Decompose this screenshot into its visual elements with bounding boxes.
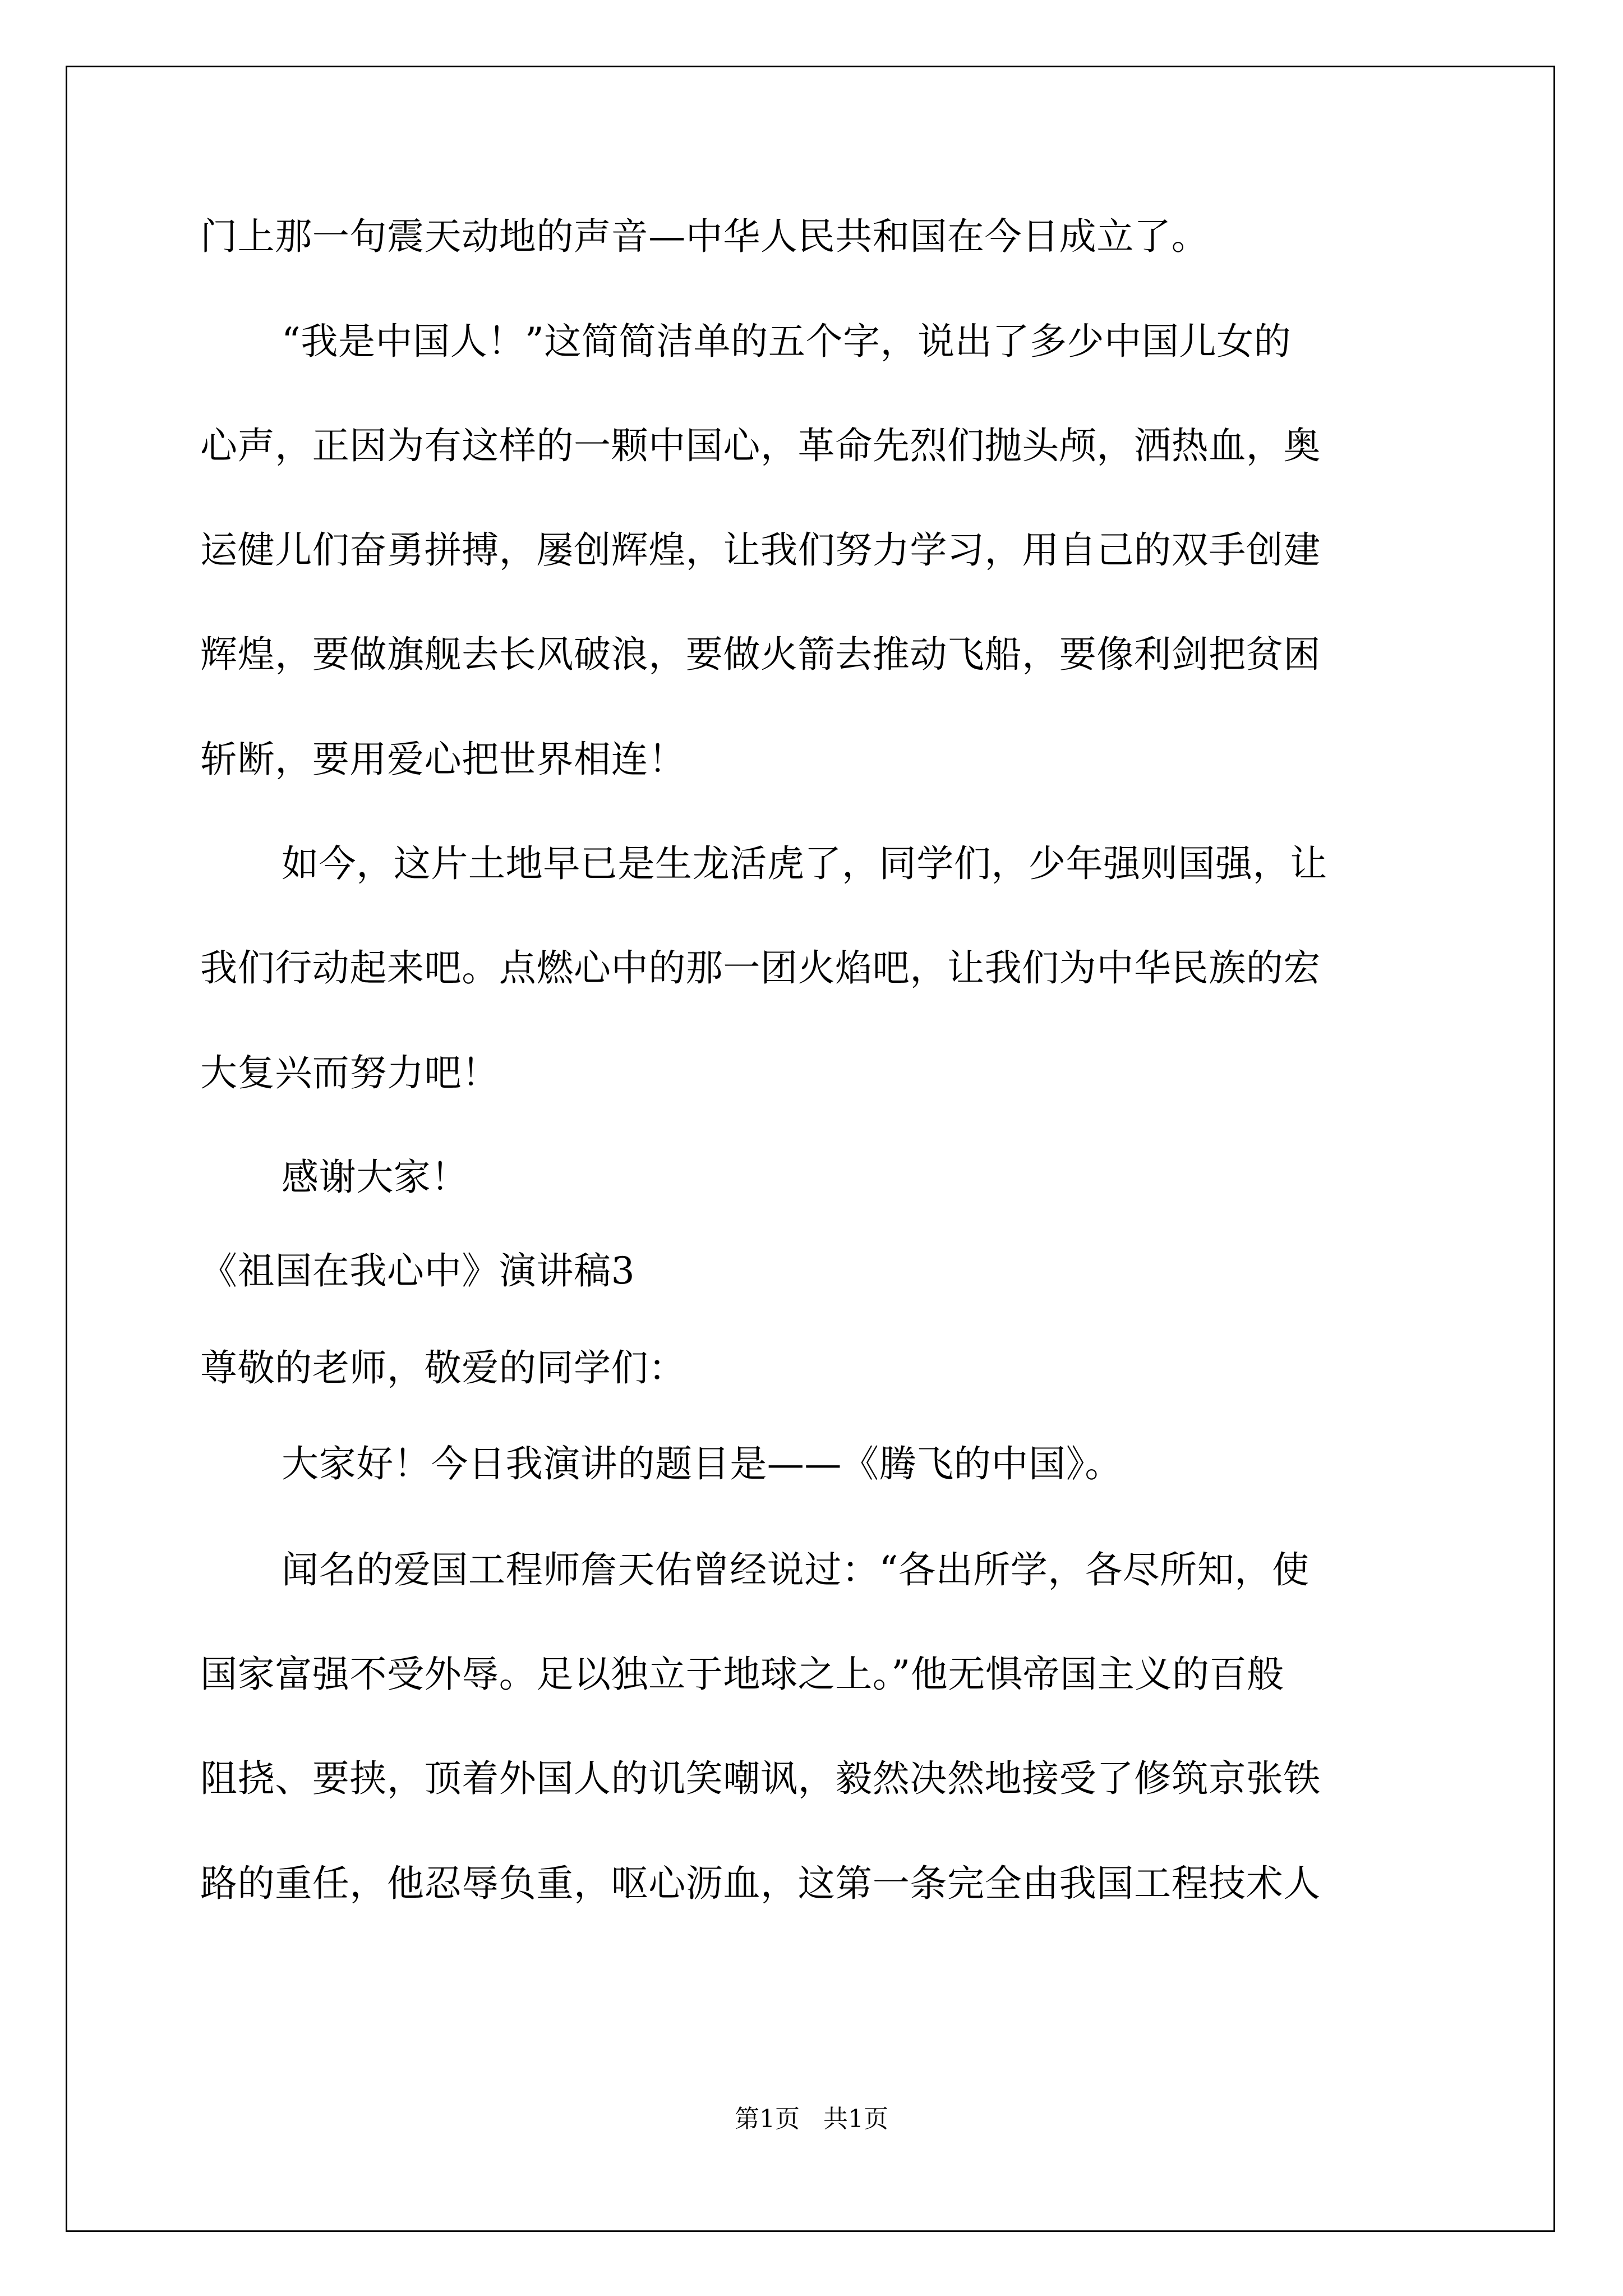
text-line: 路的重任，他忍辱负重，呕心沥血，这第一条完全由我国工程技术人 [200,1862,1321,1905]
text-line: 门上那一句震天动地的声音—中华人民共和国在今日成立了。 [200,215,1209,258]
page-footer: 第1页 共1页 [735,2105,888,2133]
text-line: 大家好！今日我演讲的题目是——《腾飞的中国》。 [282,1442,1122,1485]
salutation: 尊敬的老师，敬爱的同学们： [200,1346,686,1389]
text-line: 我们行动起来吧。点燃心中的那一团火焰吧，让我们为中华民族的宏 [200,946,1321,990]
text-line: 心声，正因为有这样的一颗中国心，革命先烈们抛头颅，洒热血，奥 [200,424,1321,467]
text-line: 感谢大家！ [282,1156,468,1199]
text-line: 斩断，要用爱心把世界相连！ [200,738,686,781]
text-line: 辉煌，要做旗舰去长风破浪，要做火箭去推动飞船，要像利剑把贫困 [200,633,1321,676]
section-title: 《祖国在我心中》演讲稿3 [200,1249,635,1292]
text-line: 运健儿们奋勇拼搏，屡创辉煌，让我们努力学习，用自己的双手创建 [200,528,1321,572]
text-line: 大复兴而努力吧！ [200,1051,499,1094]
text-line: 阻挠、要挟，顶着外国人的讥笑嘲讽，毅然决然地接受了修筑京张铁 [200,1757,1321,1800]
text-line: 如今，这片土地早已是生龙活虎了，同学们，少年强则国强，让 [282,842,1327,885]
page-border [66,66,1555,2232]
text-line: 国家富强不受外辱。足以独立于地球之上。”他无惧帝国主义的百般 [200,1653,1284,1696]
text-line: 闻名的爱国工程师詹天佑曾经说过：“各出所学，各尽所知，使 [282,1548,1310,1591]
text-line: “我是中国人！”这简简洁单的五个字，说出了多少中国儿女的 [282,320,1292,363]
